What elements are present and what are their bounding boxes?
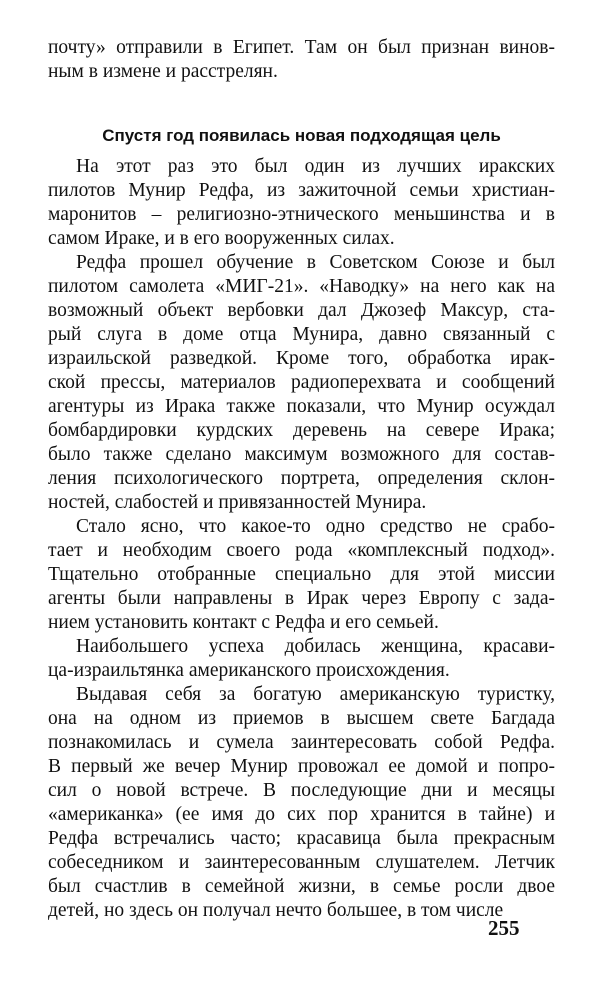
text-line: Стало ясно, что какое-то одно средство не срабо- xyxy=(76,516,555,537)
page-number: 255 xyxy=(488,916,520,940)
text-line: рый слуга в доме отца Мунира, давно связанный с xyxy=(48,324,555,345)
text-line: детей, но здесь он получал нечто большее, в том числе xyxy=(48,900,504,921)
paragraph xyxy=(48,515,555,635)
text-line: ления психологического портрета, определения склон- xyxy=(48,468,555,489)
text-line: пилотом самолета «МИГ-21». «Наводку» на него как на xyxy=(48,276,555,297)
text-line: В первый же вечер Мунир провожал ее домой и попро- xyxy=(48,756,555,777)
text-line: она на одном из приемов в высшем свете Багдада xyxy=(48,708,555,729)
text-line: израильской разведкой. Кроме того, обработка ирак- xyxy=(48,348,555,369)
text-line: собеседником и заинтересованным слушателем. Летчик xyxy=(48,852,555,873)
text-line: нием установить контакт с Редфа и его семьей. xyxy=(48,612,439,633)
text-line: Тщательно отобранные специально для этой миссии xyxy=(48,564,555,585)
text-line: агентуры из Ирака также показали, что Мунир осуждал xyxy=(48,396,555,417)
continuation-paragraph xyxy=(48,36,555,84)
section-heading: Спустя год появилась новая подходящая цель xyxy=(102,126,501,145)
text-line: самом Ираке, и в его вооруженных силах. xyxy=(48,228,395,249)
text-line: Выдавая себя за богатую американскую туристку, xyxy=(76,684,555,705)
text-line: сил о новой встрече. В последующие дни и месяцы xyxy=(48,780,555,801)
text-line: ца-израильтянка американского происхождения. xyxy=(48,660,450,681)
text-line: Наибольшего успеха добилась женщина, красави- xyxy=(76,636,555,657)
text-line: ным в измене и расстрелян. xyxy=(48,61,278,82)
text-line: ностей, слабостей и привязанностей Мунира. xyxy=(48,492,427,513)
text-line: было также сделано максимум возможного для состав- xyxy=(48,444,555,465)
text-line: На этот раз это был один из лучших иракских xyxy=(76,156,555,177)
text-line: почту» отправили в Египет. Там он был признан винов- xyxy=(48,37,555,58)
text-line: познакомилась и сумела заинтересовать собой Редфа. xyxy=(48,732,555,753)
text-line: тает и необходим своего рода «комплексный подход». xyxy=(48,540,555,561)
body-text xyxy=(48,155,555,923)
text-line: Редфа прошел обучение в Советском Союзе и был xyxy=(76,252,555,273)
text-line: агенты были направлены в Ирак через Европу с зада- xyxy=(48,588,555,609)
paragraph xyxy=(48,635,555,683)
paragraph xyxy=(48,251,555,515)
text-line: бомбардировки курдских деревень на севере Ирака; xyxy=(48,420,555,441)
paragraph xyxy=(48,683,555,923)
text-line: «американка» (ее имя до сих пор хранится в тайне) и xyxy=(48,804,555,825)
text-line: возможный объект вербовки дал Джозеф Максур, ста- xyxy=(48,300,555,321)
text-line: ской прессы, материалов радиоперехвата и сообщений xyxy=(48,372,555,393)
text-line: Редфа встречались часто; красавица была прекрасным xyxy=(48,828,555,849)
paragraph xyxy=(48,155,555,251)
text-line: был счастлив в семейной жизни, в семье росли двое xyxy=(48,876,555,897)
text-line: маронитов – религиозно-этнического меньшинства и в xyxy=(48,204,555,225)
text-line: пилотов Мунир Редфа, из зажиточной семьи христиан- xyxy=(48,180,555,201)
